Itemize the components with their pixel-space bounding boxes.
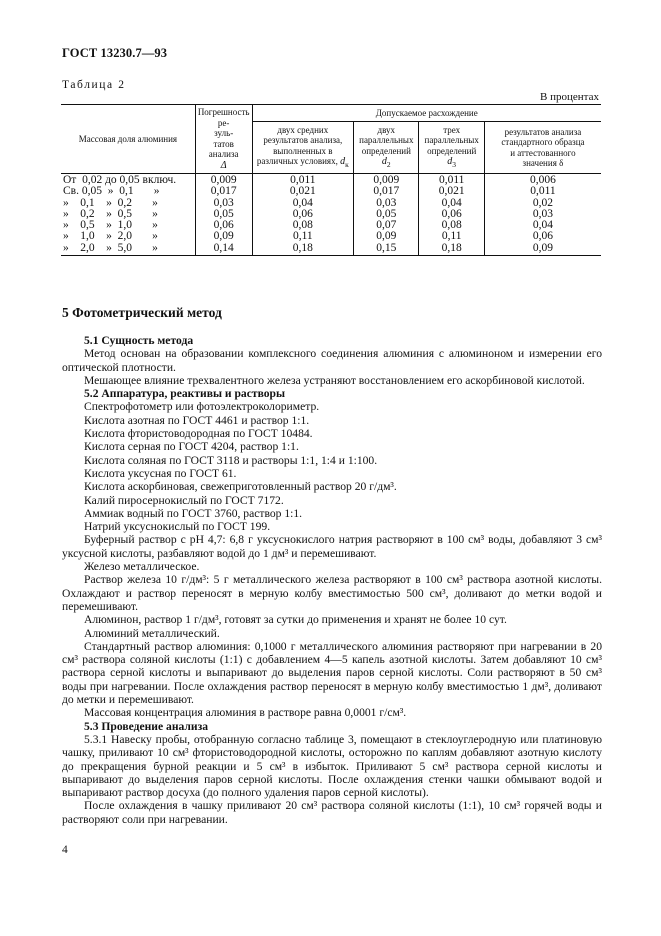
value-cell: 0,05 — [195, 209, 252, 220]
col-d2-header: двух параллельных определений $d_2$ — [354, 122, 419, 174]
value-cell: 0,03 — [354, 198, 419, 209]
page-number: 4 — [62, 844, 68, 856]
value-cell: 0,04 — [484, 220, 601, 231]
value-cell: 0,05 — [354, 209, 419, 220]
subsection-5-3-title: 5.3 Проведение анализа — [84, 719, 209, 733]
mass-range-cell: » 0,5 » 1,0 » — [61, 220, 195, 231]
col-dk-header: двух средних результатов анализа, выполненных в различных условиях, $d_к$ — [252, 122, 354, 174]
value-cell: 0,009 — [354, 174, 419, 187]
mass-range-cell: » 1,0 » 2,0 » — [61, 231, 195, 242]
value-cell: 0,11 — [419, 231, 484, 242]
col-mass-header: Массовая доля алюминия — [61, 105, 195, 174]
paragraph: Массовая концентрация алюминия в растворе равна 0,0001 г/см³. — [84, 706, 407, 720]
reagent-item: Кислота соляная по ГОСТ 3118 и растворы 1:1, 1:4 и 1:100. — [84, 453, 378, 467]
reagent-item: Кислота аскорбиновая, свежеприготовленный раствор 20 г/дм³. — [84, 480, 397, 494]
value-cell: 0,09 — [354, 231, 419, 242]
paragraph: Буферный раствор с рН 4,7: 6,8 г уксуснокислого натрия растворяют в 100 см³ воды, добавляют 3 см³ уксусной кислоты, разбавляют водой до 1 дм³ и перемешивают. — [62, 533, 602, 560]
reagent-item: Кислота фтористоводородная по ГОСТ 10484. — [84, 427, 313, 441]
value-cell: 0,09 — [484, 243, 601, 256]
paragraph: Мешающее влияние трехвалентного железа устраняют восстановлением его аскорбиновой кислотой. — [84, 373, 585, 387]
value-cell: 0,017 — [195, 186, 252, 197]
subsection-5-2-title: 5.2 Аппаратура, реактивы и растворы — [84, 387, 286, 401]
value-cell: 0,11 — [252, 231, 354, 242]
table-row — [61, 243, 601, 256]
paragraph: 5.3.1 Навеску пробы, отобранную согласно таблице 3, помещают в стеклоуглеродную или платиновую чашку, приливают 10 см³ фтористоводородной кислоты, осторожно по каплям добавляют азотную кислоту до прекращения бурной реакции и 5 см³ в избыток. Приливают 5 см³ раствора серной кислоты и выпаривают до выделения паров серной кислоты. После охлаждения стенки чашки обмывают водой и выпаривают раствор досуха (до полного удаления паров серной кислоты). — [62, 732, 602, 800]
mass-range-cell: От 0,02 до 0,05 включ. — [61, 174, 195, 187]
reagent-item: Кислота серная по ГОСТ 4204, раствор 1:1. — [84, 440, 299, 454]
value-cell: 0,021 — [252, 186, 354, 197]
reagent-item: Спектрофотометр или фотоэлектроколориметр. — [84, 400, 320, 414]
value-cell: 0,021 — [419, 186, 484, 197]
value-cell: 0,011 — [419, 174, 484, 187]
table-row — [61, 186, 601, 197]
col-d3-header: трех параллельных определений $d_3$ — [419, 122, 484, 174]
value-cell: 0,011 — [484, 186, 601, 197]
mass-range-cell: » 0,1 » 0,2 » — [61, 198, 195, 209]
value-cell: 0,06 — [252, 209, 354, 220]
paragraph: Железо металлическое. — [84, 560, 200, 574]
value-cell: 0,06 — [195, 220, 252, 231]
reagent-item: Кислота азотная по ГОСТ 4461 и раствор 1:1. — [84, 413, 310, 427]
section-title: 5 Фотометрический метод — [62, 305, 222, 320]
paragraph: После охлаждения в чашку приливают 20 см³ раствора соляной кислоты (1:1), 10 см³ горячей воды и растворяют соли при нагревании. — [62, 799, 602, 826]
value-cell: 0,03 — [195, 198, 252, 209]
reagent-item: Натрий уксуснокислый по ГОСТ 199. — [84, 520, 271, 534]
value-cell: 0,006 — [484, 174, 601, 187]
col-std-header: результатов анализа стандартного образца и аттестованного значения δ — [484, 122, 601, 174]
value-cell: 0,04 — [252, 198, 354, 209]
value-cell: 0,06 — [484, 231, 601, 242]
reagent-item: Аммиак водный по ГОСТ 3760, раствор 1:1. — [84, 506, 303, 520]
value-cell: 0,02 — [484, 198, 601, 209]
paragraph: Раствор железа 10 г/дм³: 5 г металлического железа растворяют в 100 см³ раствора азотной кислоты. Охлаждают и раствор переносят в мерную колбу вместимостью 500 см³, доливают до метки водой и перемешивают. — [62, 573, 602, 613]
paragraph: Стандартный раствор алюминия: 0,1000 г металлического алюминия растворяют при нагревании в 20 см³ раствора соляной кислоты (1:1) с добавлением 4—5 капель азотной кислоты. Затем добавляют 10 см³ раствора серной кислоты и выпаривают до выделения паров серной кислоты. Соли растворяют в 50 см³ воды при нагревании. После охлаждения раствор переносят в мерную колбу вместимостью 1 дм³, доливают до метки и перемешивают. — [62, 639, 602, 707]
value-cell: 0,15 — [354, 243, 419, 256]
table-caption: Таблица 2 — [62, 79, 126, 91]
value-cell: 0,18 — [419, 243, 484, 256]
reagent-item: Калий пиросернокислый по ГОСТ 7172. — [84, 493, 284, 507]
mass-range-cell: » 2,0 » 5,0 » — [61, 243, 195, 256]
subsection-5-1-title: 5.1 Сущность метода — [84, 334, 194, 347]
mass-range-cell: » 0,2 » 0,5 » — [61, 209, 195, 220]
value-cell: 0,08 — [419, 220, 484, 231]
mass-range-cell: Св. 0,05 » 0,1 » — [61, 186, 195, 197]
value-cell: 0,14 — [195, 243, 252, 256]
value-cell: 0,08 — [252, 220, 354, 231]
value-cell: 0,04 — [419, 198, 484, 209]
value-cell: 0,03 — [484, 209, 601, 220]
paragraph: Метод основан на образовании комплексного соединения алюминия с алюминоном и измерении его оптической плотности. — [62, 347, 602, 374]
section-body — [62, 334, 602, 826]
document-header: ГОСТ 13230.7—93 — [62, 46, 168, 60]
paragraph: Алюминий металлический. — [84, 626, 220, 640]
col-error-header: Погрешность ре- зуль- татов анализа Δ — [195, 105, 252, 174]
col-group-header: Допускаемое расхождение — [252, 105, 601, 122]
table-unit: В процентах — [540, 91, 599, 103]
value-cell: 0,017 — [354, 186, 419, 197]
value-cell: 0,011 — [252, 174, 354, 187]
value-cell: 0,07 — [354, 220, 419, 231]
value-cell: 0,18 — [252, 243, 354, 256]
value-cell: 0,09 — [195, 231, 252, 242]
value-cell: 0,009 — [195, 174, 252, 187]
tolerance-table — [61, 104, 601, 256]
paragraph: Алюминон, раствор 1 г/дм³, готовят за сутки до применения и хранят не более 10 сут. — [84, 613, 507, 627]
reagent-item: Кислота уксусная по ГОСТ 61. — [84, 466, 237, 480]
value-cell: 0,06 — [419, 209, 484, 220]
